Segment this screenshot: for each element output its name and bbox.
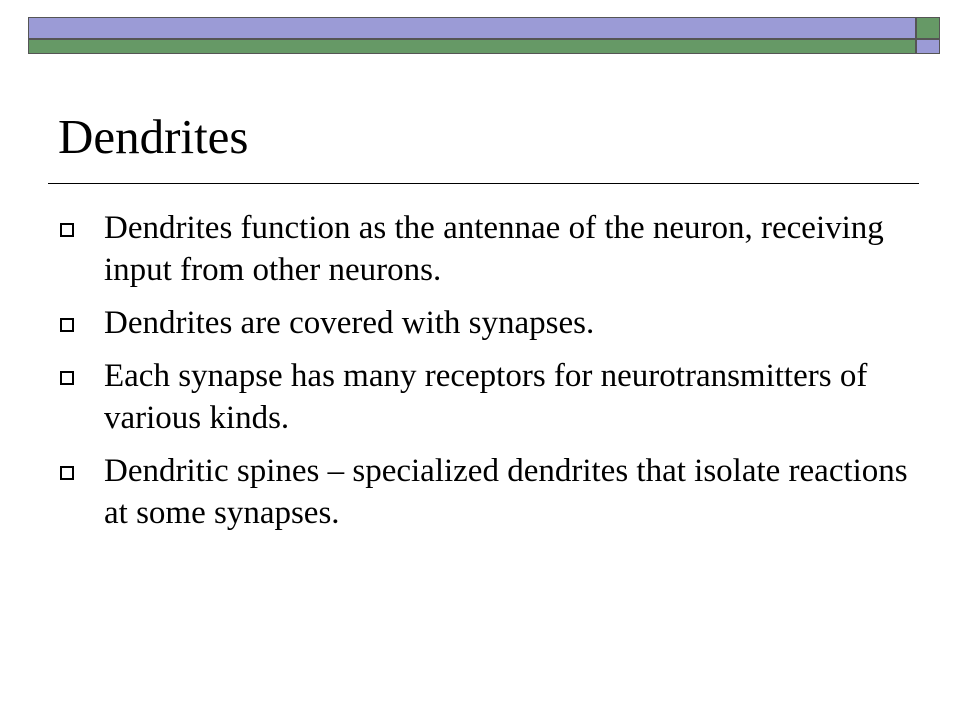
bullet-text: Dendrites are covered with synapses. <box>104 305 595 341</box>
hollow-square-bullet-icon <box>60 318 74 332</box>
bullet-item <box>60 302 920 344</box>
bullet-item <box>60 207 920 291</box>
bullet-item <box>60 355 920 439</box>
bullet-text: Dendritic spines – specialized dendrites that isolate reactions at some synapses. <box>104 453 908 531</box>
header-band-bottom-green <box>28 39 916 54</box>
bullet-text: Each synapse has many receptors for neurotransmitters of various kinds. <box>104 358 868 436</box>
bullet-text: Dendrites function as the antennae of the neuron, receiving input from other neurons. <box>104 210 884 288</box>
hollow-square-bullet-icon <box>60 223 74 237</box>
bullet-item <box>60 450 920 534</box>
header-band-top-green <box>916 17 940 39</box>
bullet-list <box>60 207 920 545</box>
hollow-square-bullet-icon <box>60 371 74 385</box>
hollow-square-bullet-icon <box>60 466 74 480</box>
slide-title: Dendrites <box>58 109 249 164</box>
header-band-top-blue <box>28 17 916 39</box>
header-band-bottom-blue <box>916 39 940 54</box>
title-divider <box>48 183 919 184</box>
